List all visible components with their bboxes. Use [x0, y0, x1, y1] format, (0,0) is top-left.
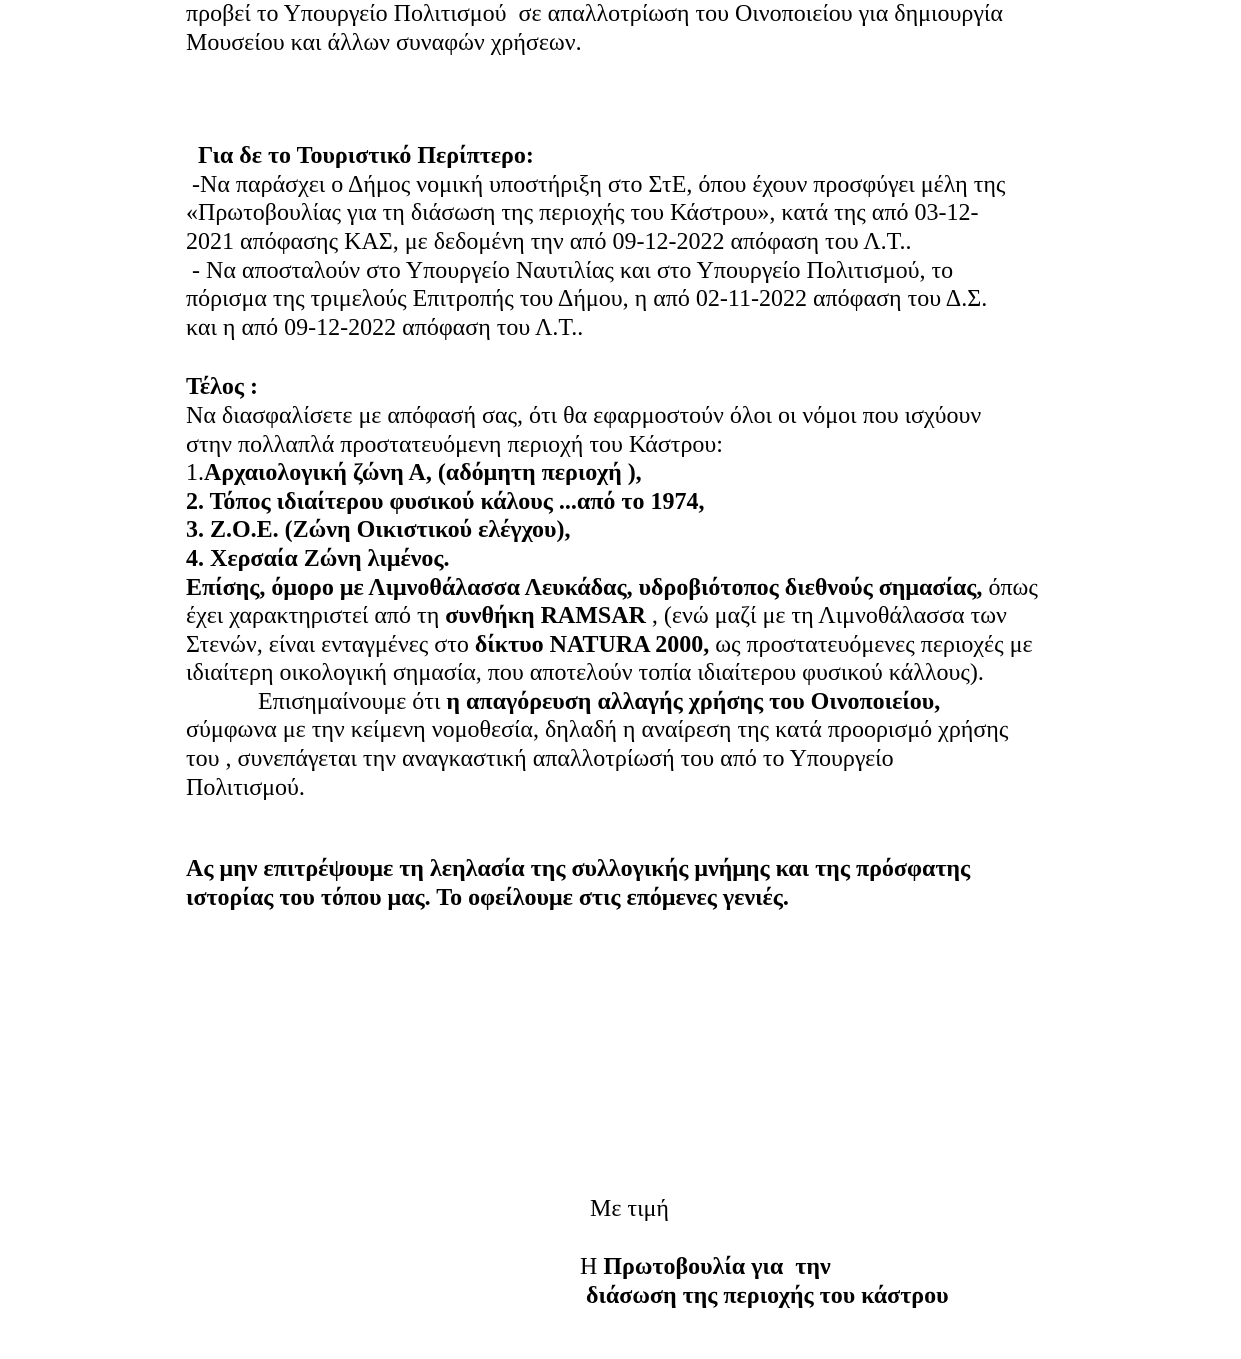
text-run: 1. — [186, 460, 204, 487]
text-run: ως προστατευόμενες περιοχές με — [709, 631, 1033, 658]
signature-block — [580, 1253, 1051, 1310]
bold-text-run: 2. Τόπος ιδιαίτερου φυσικού κάλους ...από το 1974, — [186, 488, 705, 515]
text-run: και η από 09-12-2022 απόφαση του Λ.Τ.. — [186, 314, 584, 341]
text-run: Πολιτισμού. — [186, 774, 305, 801]
text-line — [580, 1282, 1051, 1311]
text-line — [186, 199, 1051, 228]
bold-text-run: Πρωτοβουλία για την — [603, 1254, 831, 1281]
text-run: - Να αποσταλούν στο Υπουργείο Ναυτιλίας και στο Υπουργείο Πολιτισμού, το — [186, 257, 954, 284]
bold-text-run: Επίσης, όμορο με Λιμνοθάλασσα Λευκάδας, υδροβιότοπος διεθνούς σημασίας, — [186, 574, 983, 601]
text-line — [186, 142, 1051, 171]
bold-text-run: 4. Χερσαία Ζώνη λιμένος. — [186, 545, 450, 572]
text-line — [186, 516, 1051, 545]
text-run: «Πρωτοβουλίας για τη διάσωση της περιοχής του Κάστρου», κατά της από 03-12- — [186, 200, 979, 227]
text-line — [186, 373, 1051, 402]
text-run: Μουσείου και άλλων συναφών χρήσεων. — [186, 29, 582, 56]
text-run: -Να παράσχει ο Δήμος νομική υποστήριξη στο ΣτΕ, όπου έχουν προσφύγει μέλη της — [186, 171, 1006, 198]
text-line — [186, 431, 1051, 460]
text-line — [186, 314, 1051, 343]
bold-text-run: Τέλος : — [186, 374, 258, 401]
text-line — [186, 855, 1051, 884]
text-run: ιδιαίτερη οικολογική σημασία, που αποτελούν τοπία ιδιαίτερου φυσικού κάλλους). — [186, 660, 984, 687]
text-line — [186, 257, 1051, 286]
text-line — [186, 884, 1051, 913]
bold-text-run: συνθήκη RAMSAR — [445, 603, 646, 630]
text-run: πόρισμα της τριμελούς Επιτροπής του Δήμου, η από 02-11-2022 απόφαση του Δ.Σ. — [186, 286, 988, 313]
text-run: Στενών, είναι ενταγμένες στο — [186, 631, 475, 658]
closing-appeal — [186, 855, 1051, 912]
text-line — [186, 574, 1051, 603]
text-line — [186, 488, 1051, 517]
text-run: του , συνεπάγεται την αναγκαστική απαλλοτρίωσή του από το Υπουργείο — [186, 746, 894, 773]
text-line — [186, 774, 1051, 803]
text-line — [186, 228, 1051, 257]
bold-text-run: διάσωση της περιοχής του κάστρου — [580, 1282, 949, 1309]
text-line — [186, 402, 1051, 431]
text-run: προβεί το Υπουργείο Πολιτισμού σε απαλλοτρίωση του Οινοποιείου για δημιουργία — [186, 1, 1003, 27]
intro-paragraph — [186, 0, 1051, 57]
bold-text-run: 3. Ζ.Ο.Ε. (Ζώνη Οικιστικού ελέγχου), — [186, 517, 571, 544]
text-line — [186, 745, 1051, 774]
text-line — [186, 0, 1051, 29]
text-run: Να διασφαλίσετε με απόφασή σας, ότι θα εφαρμοστούν όλοι οι νόμοι που ισχύουν — [186, 402, 982, 429]
bold-text-run: Ας μην επιτρέψουμε τη λεηλασία της συλλογικής μνήμης και της πρόσφατης — [186, 856, 971, 883]
bold-text-run: Αρχαιολογική ζώνη Α, (αδόμητη περιοχή ), — [204, 460, 642, 487]
text-line — [186, 631, 1051, 660]
text-line — [186, 29, 1051, 58]
text-line — [186, 688, 1051, 717]
text-line — [186, 171, 1051, 200]
tourist-kiosk-section — [186, 142, 1051, 342]
text-line — [580, 1253, 1051, 1282]
text-run: Με τιμή — [590, 1196, 669, 1223]
valediction — [590, 1195, 1051, 1224]
text-run: στην πολλαπλά προστατευόμενη περιοχή του Κάστρου: — [186, 431, 723, 458]
text-line — [186, 459, 1051, 488]
text-line — [186, 716, 1051, 745]
text-run: 2021 απόφασης ΚΑΣ, με δεδομένη την από 09-12-2022 απόφαση του Λ.Τ.. — [186, 228, 912, 255]
text-run: Επισημαίνουμε ότι — [186, 688, 447, 715]
text-run: έχει χαρακτηριστεί από τη — [186, 603, 446, 630]
final-requests-section — [186, 373, 1051, 802]
text-run: σύμφωνα με την κείμενη νομοθεσία, δηλαδή η αναίρεση της κατά προορισμό χρήσης — [186, 717, 1009, 744]
bold-text-run: η απαγόρευση αλλαγής χρήσης του Οινοποιείου, — [446, 688, 941, 715]
bold-text-run: Για δε το Τουριστικό Περίπτερο: — [186, 143, 534, 170]
bold-text-run: δίκτυο NATURA 2000, — [474, 631, 710, 658]
text-line — [186, 285, 1051, 314]
bold-text-run: ιστορίας του τόπου μας. Το οφείλουμε στις επόμενες γενιές. — [186, 884, 789, 911]
text-run: όπως — [982, 574, 1038, 601]
text-line — [186, 659, 1051, 688]
text-line — [186, 545, 1051, 574]
text-line — [186, 602, 1051, 631]
text-run: , (ενώ μαζί με τη Λιμνοθάλασσα των — [645, 603, 1007, 630]
text-run: Η — [580, 1254, 604, 1281]
text-line — [590, 1195, 1051, 1224]
